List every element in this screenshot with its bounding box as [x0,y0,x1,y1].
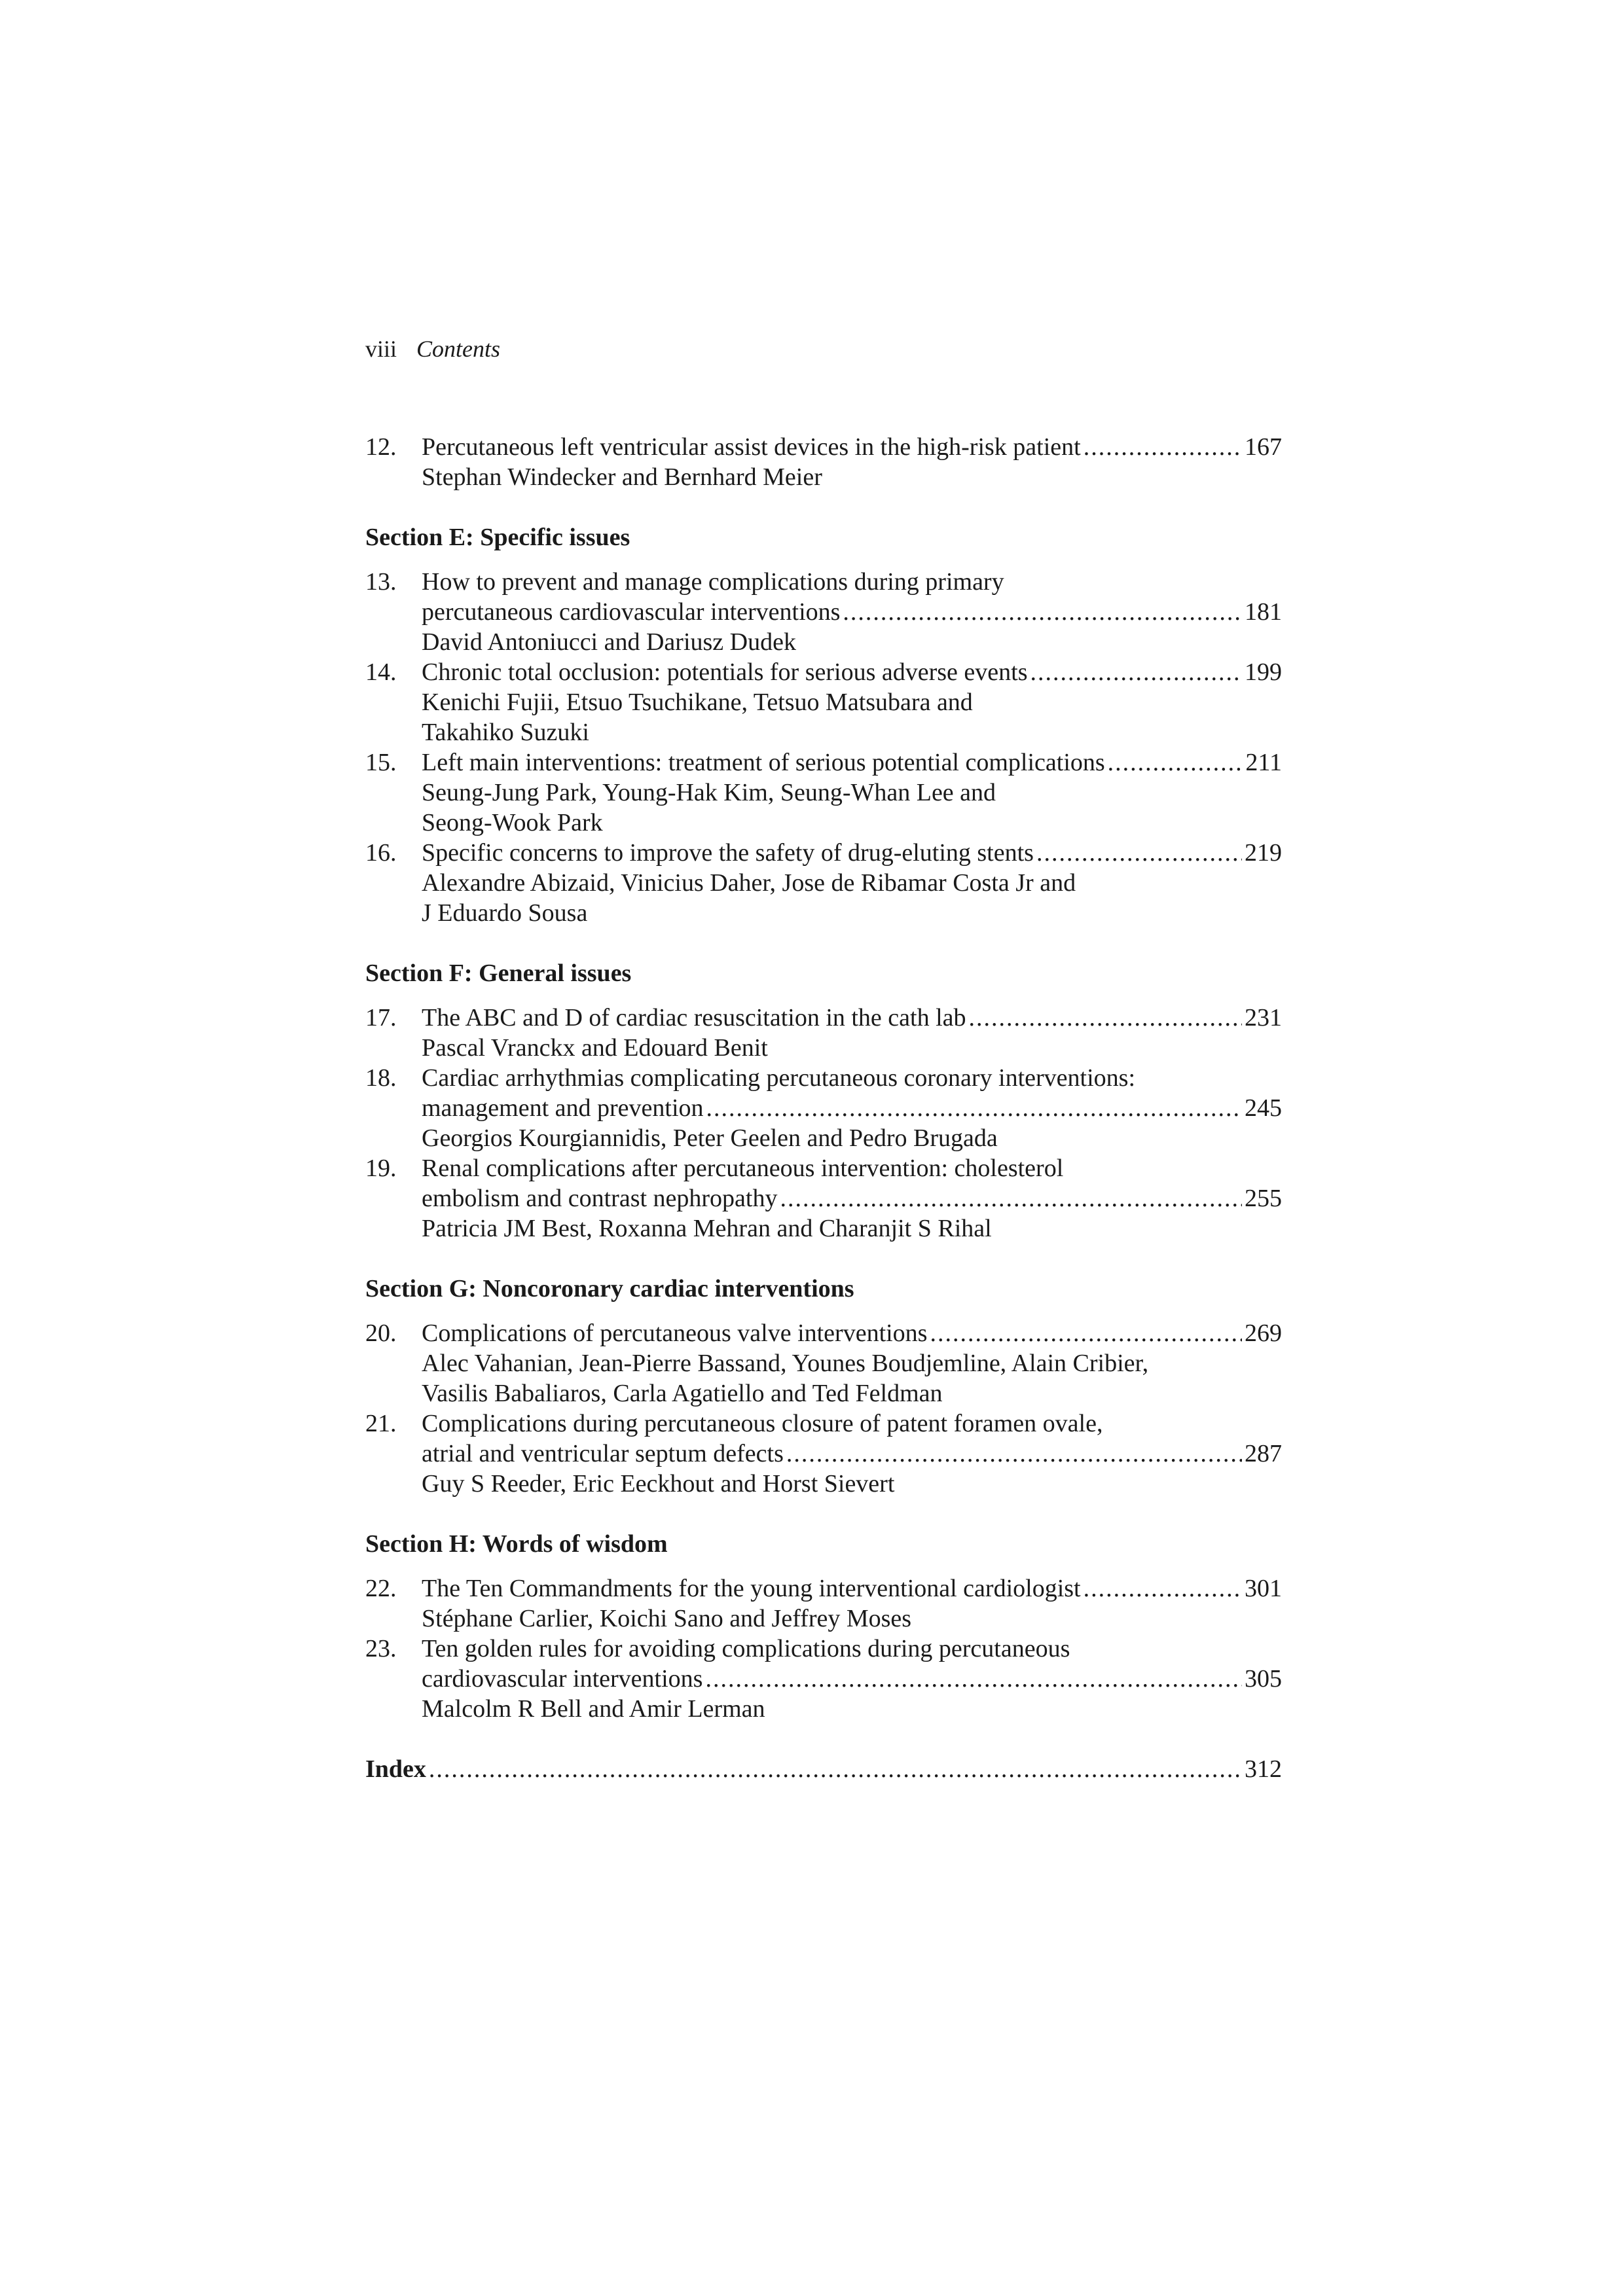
chapter-page: 219 [1245,839,1282,867]
chapter-authors-continued: Seong-Wook Park [422,809,603,836]
chapter-page: 181 [1245,598,1282,626]
chapter-number: 18. [365,1064,397,1092]
chapter-title: The ABC and D of cardiac resuscitation in the cath lab [422,1004,966,1031]
chapter-authors: Malcolm R Bell and Amir Lerman [422,1695,765,1723]
chapter-title: Left main interventions: treatment of serious potential complications [422,749,1105,776]
chapter-number: 16. [365,839,397,867]
chapter-title: Specific concerns to improve the safety of drug-eluting stents [422,839,1034,867]
dot-leader [1036,838,1242,868]
page-number: viii [365,336,397,362]
chapter-number: 19. [365,1155,397,1182]
toc-entry-17[interactable] [365,1003,1282,1063]
chapter-title: Percutaneous left ventricular assist devices in the high-risk patient [422,433,1081,461]
chapter-number: 15. [365,749,397,776]
chapter-page: 199 [1245,658,1282,686]
dot-leader [786,1439,1242,1469]
chapter-number: 17. [365,1004,397,1031]
running-title: Contents [416,336,501,362]
chapter-number: 12. [365,433,397,461]
chapter-authors: Pascal Vranckx and Edouard Benit [422,1034,768,1062]
dot-leader [1084,432,1242,462]
toc-entry-14[interactable] [365,657,1282,747]
index-page: 312 [1245,1755,1282,1783]
section-heading-h: Section H: Words of wisdom [365,1530,668,1558]
chapter-authors: Alec Vahanian, Jean-Pierre Bassand, Younes Boudjemline, Alain Cribier, [422,1350,1149,1377]
toc-entry-21[interactable] [365,1408,1282,1499]
toc-entry-12[interactable] [365,432,1282,492]
chapter-page: 245 [1245,1094,1282,1122]
chapter-title: Chronic total occlusion: potentials for serious adverse events [422,658,1028,686]
chapter-title: Renal complications after percutaneous intervention: cholesterol [422,1155,1064,1182]
dot-leader [429,1754,1242,1784]
table-of-contents [365,432,1282,1784]
chapter-authors-continued: Takahiko Suzuki [422,719,589,746]
toc-entry-18[interactable] [365,1063,1282,1153]
chapter-authors: David Antoniucci and Dariusz Dudek [422,628,796,656]
chapter-title-continued: cardiovascular interventions [422,1665,703,1693]
toc-entry-15[interactable] [365,747,1282,838]
section-heading-f: Section F: General issues [365,960,632,987]
toc-entry-13[interactable] [365,567,1282,657]
chapter-page: 305 [1245,1665,1282,1693]
toc-entry-23[interactable] [365,1634,1282,1724]
chapter-authors: Seung-Jung Park, Young-Hak Kim, Seung-Whan Lee and [422,779,996,806]
chapter-page: 301 [1245,1575,1282,1602]
dot-leader [930,1318,1242,1348]
chapter-number: 13. [365,568,397,596]
chapter-authors-continued: Vasilis Babaliaros, Carla Agatiello and Ted Feldman [422,1380,943,1407]
toc-entry-19[interactable] [365,1153,1282,1244]
chapter-title: Cardiac arrhythmias complicating percutaneous coronary interventions: [422,1064,1136,1092]
chapter-authors-continued: J Eduardo Sousa [422,899,588,927]
chapter-authors: Georgios Kourgiannidis, Peter Geelen and Pedro Brugada [422,1124,998,1152]
dot-leader [1084,1573,1242,1604]
chapter-title-continued: management and prevention [422,1094,704,1122]
dot-leader [705,1664,1242,1694]
section-heading-g: Section G: Noncoronary cardiac interventions [365,1275,854,1302]
chapter-title: Complications during percutaneous closure of patent foramen ovale, [422,1410,1103,1437]
chapter-page: 167 [1245,433,1282,461]
chapter-title: Complications of percutaneous valve interventions [422,1319,928,1347]
dot-leader [1030,657,1243,687]
chapter-title-continued: percutaneous cardiovascular interventions [422,598,841,626]
chapter-authors: Guy S Reeder, Eric Eeckhout and Horst Sievert [422,1470,895,1498]
dot-leader [969,1003,1242,1033]
chapter-title-continued: embolism and contrast nephropathy [422,1185,778,1212]
chapter-page: 255 [1245,1185,1282,1212]
dot-leader [1108,747,1243,778]
chapter-page: 287 [1245,1440,1282,1467]
chapter-title: The Ten Commandments for the young interventional cardiologist [422,1575,1081,1602]
toc-entry-20[interactable] [365,1318,1282,1408]
index-label: Index [365,1755,426,1783]
toc-entry-16[interactable] [365,838,1282,928]
page-header [365,332,500,365]
chapter-authors: Alexandre Abizaid, Vinicius Daher, Jose de Ribamar Costa Jr and [422,869,1076,897]
chapter-page: 269 [1245,1319,1282,1347]
chapter-title-continued: atrial and ventricular septum defects [422,1440,784,1467]
chapter-number: 23. [365,1635,397,1662]
chapter-page: 211 [1245,749,1282,776]
section-heading-e: Section E: Specific issues [365,524,630,551]
chapter-authors: Patricia JM Best, Roxanna Mehran and Charanjit S Rihal [422,1215,992,1242]
chapter-title: Ten golden rules for avoiding complications during percutaneous [422,1635,1070,1662]
chapter-number: 14. [365,658,397,686]
dot-leader [843,597,1242,627]
toc-entry-22[interactable] [365,1573,1282,1634]
chapter-number: 21. [365,1410,397,1437]
chapter-page: 231 [1245,1004,1282,1031]
chapter-authors: Kenichi Fujii, Etsuo Tsuchikane, Tetsuo Matsubara and [422,689,973,716]
chapter-number: 22. [365,1575,397,1602]
dot-leader [780,1183,1243,1213]
dot-leader [706,1093,1242,1123]
chapter-number: 20. [365,1319,397,1347]
toc-entry-index[interactable] [365,1754,1282,1784]
chapter-authors: Stephan Windecker and Bernhard Meier [422,463,822,491]
chapter-title: How to prevent and manage complications during primary [422,568,1004,596]
chapter-authors: Stéphane Carlier, Koichi Sano and Jeffrey Moses [422,1605,912,1632]
